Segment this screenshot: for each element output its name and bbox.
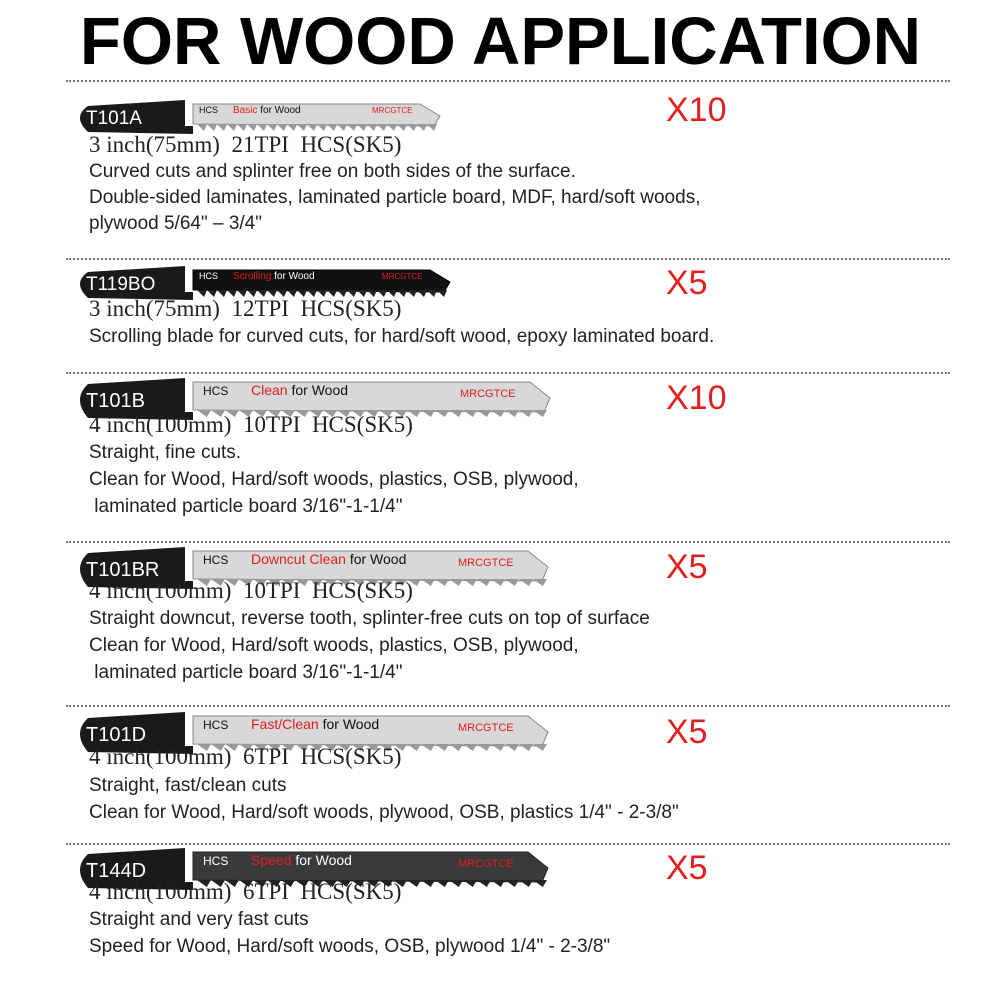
brand-label: MRCGTCE <box>382 272 423 281</box>
blade-code: T119BO <box>86 274 156 295</box>
description-line: Clean for Wood, Hard/soft woods, plastics, OSB, plywood, <box>89 469 579 490</box>
brand-label: MRCGTCE <box>458 858 514 870</box>
brand-label: MRCGTCE <box>460 388 516 400</box>
description-line: Straight, fine cuts. <box>89 442 242 463</box>
hcs-label: HCS <box>203 718 229 732</box>
separator-line <box>66 258 950 260</box>
description-line: Curved cuts and splinter free on both sides of the surface. <box>89 161 576 182</box>
quantity-label: X5 <box>666 713 708 751</box>
blade-type-label: Downcut Clean for Wood <box>251 551 407 567</box>
description-line: plywood 5/64" – 3/4" <box>89 213 262 234</box>
blade-code: T101BR <box>86 559 160 581</box>
blade-specs: 3 inch(75mm) 21TPI HCS(SK5) <box>89 132 402 157</box>
description-line: Straight and very fast cuts <box>89 909 309 930</box>
quantity-label: X5 <box>666 849 708 887</box>
hcs-label: HCS <box>203 384 229 398</box>
quantity-label: X5 <box>666 548 708 586</box>
blade-specs: 4 inch(100mm) 10TPI HCS(SK5) <box>89 578 413 603</box>
brand-label: MRCGTCE <box>458 557 514 569</box>
hcs-label: HCS <box>199 271 219 281</box>
blade-specs: 4 inch(100mm) 10TPI HCS(SK5) <box>89 412 413 437</box>
hcs-label: HCS <box>199 105 219 115</box>
blade-specs: 4 inch(100mm) 6TPI HCS(SK5) <box>89 744 402 769</box>
blade-code: T101D <box>86 724 147 746</box>
brand-label: MRCGTCE <box>372 106 413 115</box>
brand-label: MRCGTCE <box>458 722 514 734</box>
description-line: Speed for Wood, Hard/soft woods, OSB, plywood 1/4" - 2-3/8" <box>89 936 611 957</box>
description-line: Scrolling blade for curved cuts, for hard/soft wood, epoxy laminated board. <box>89 326 715 347</box>
description-line: Double-sided laminates, laminated particle board, MDF, hard/soft woods, <box>89 187 701 208</box>
separator-line <box>66 80 950 82</box>
blade-code: T101A <box>86 108 142 129</box>
page-title: FOR WOOD APPLICATION <box>79 4 922 79</box>
separator-line <box>66 705 950 707</box>
blade-code: T101B <box>86 390 145 412</box>
blade-specs: 3 inch(75mm) 12TPI HCS(SK5) <box>89 296 402 321</box>
hcs-label: HCS <box>203 854 229 868</box>
blade-specs: 4 inch(100mm) 6TPI HCS(SK5) <box>89 879 402 904</box>
blade-type-label: Clean for Wood <box>251 382 349 398</box>
description-line: Clean for Wood, Hard/soft woods, plywood, OSB, plastics 1/4" - 2-3/8" <box>89 802 679 823</box>
quantity-label: X10 <box>666 379 727 417</box>
description-line: Straight, fast/clean cuts <box>89 775 287 796</box>
blade-type-label: Scrolling for Wood <box>233 271 315 282</box>
description-line: Clean for Wood, Hard/soft woods, plastics, OSB, plywood, <box>89 635 579 656</box>
description-line: Straight downcut, reverse tooth, splinter-free cuts on top of surface <box>89 608 650 629</box>
hcs-label: HCS <box>203 553 229 567</box>
description-line: laminated particle board 3/16"-1-1/4" <box>89 662 403 683</box>
quantity-label: X5 <box>666 264 708 302</box>
quantity-label: X10 <box>666 91 727 129</box>
blade-type-label: Basic for Wood <box>233 105 301 116</box>
blade-type-label: Speed for Wood <box>251 852 352 868</box>
description-line: laminated particle board 3/16"-1-1/4" <box>89 496 403 517</box>
blade-code: T144D <box>86 860 147 882</box>
blade-type-label: Fast/Clean for Wood <box>251 716 380 732</box>
